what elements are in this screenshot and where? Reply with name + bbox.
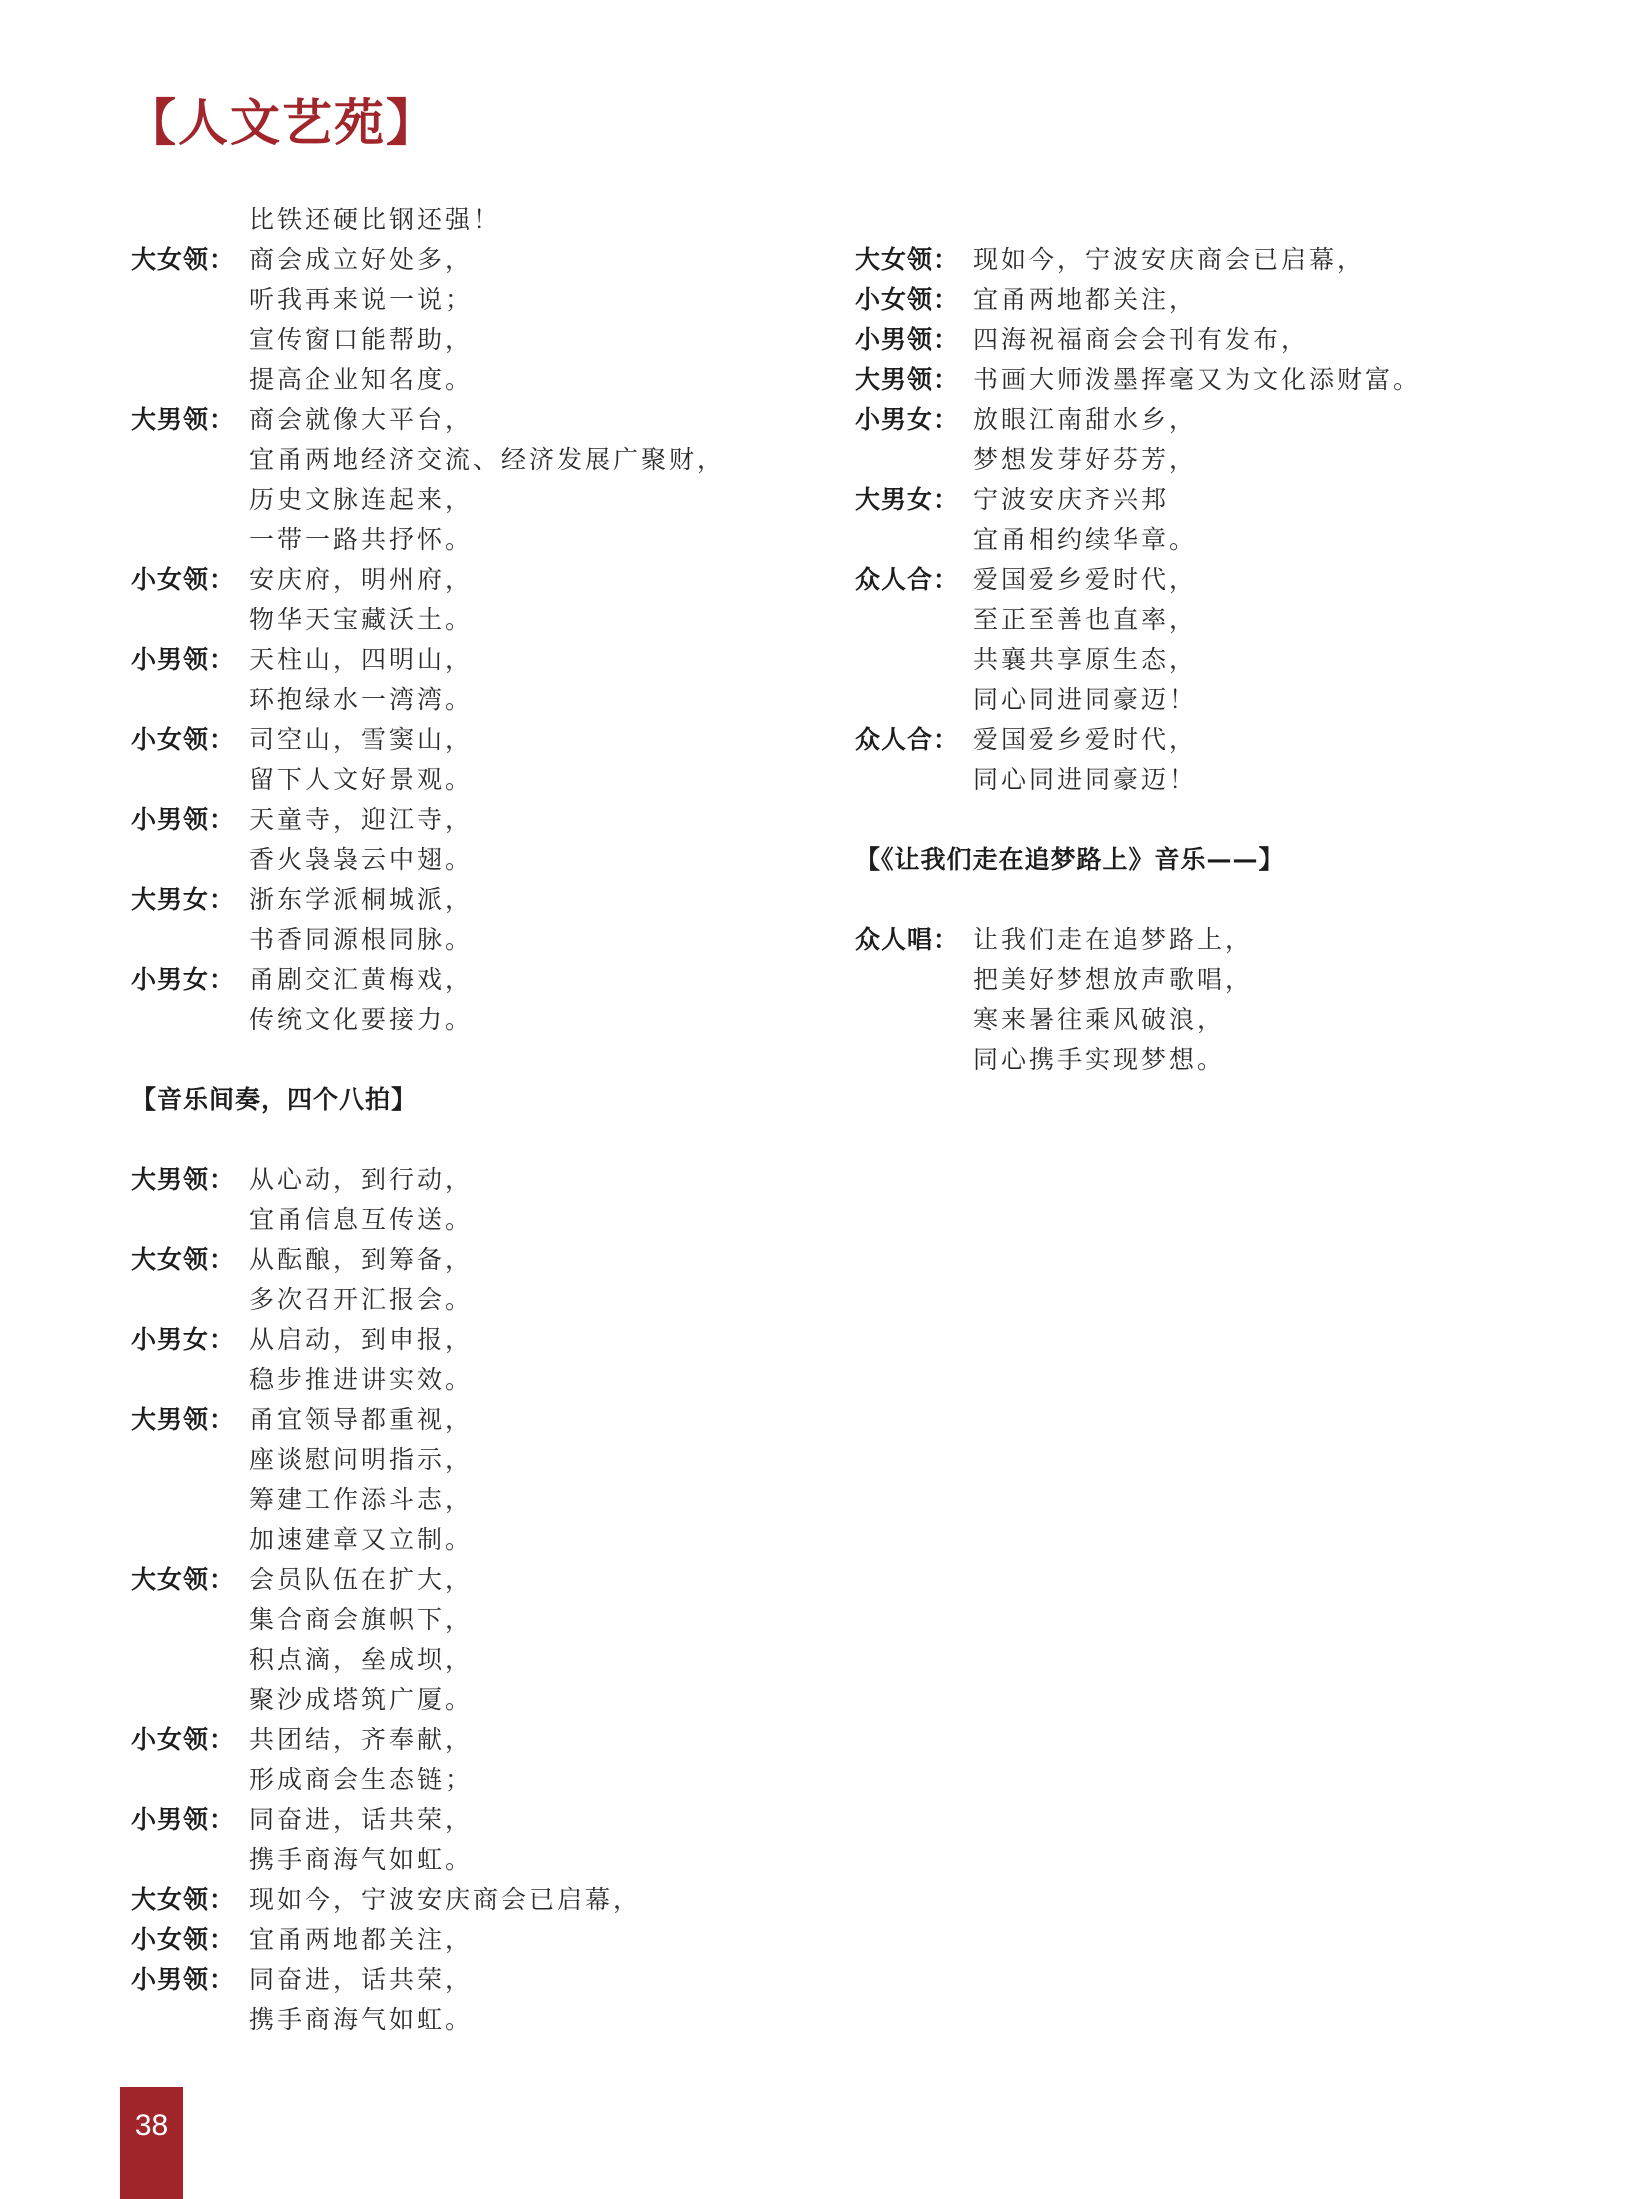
line-text: 放眼江南甜水乡， — [973, 405, 1198, 434]
script-line — [131, 1800, 831, 1840]
speaker-label: 大男领： — [131, 405, 236, 434]
line-text: 集合商会旗帜下， — [249, 1605, 474, 1634]
script-line — [131, 680, 831, 720]
script-line — [855, 640, 1555, 680]
script-line — [131, 1560, 831, 1600]
script-line — [855, 480, 1555, 520]
speaker-label — [131, 1480, 249, 1520]
speaker-label: 小男领： — [131, 805, 236, 834]
speaker-label: 大女领： — [131, 1245, 236, 1274]
line-text: 从心动，到行动， — [249, 1165, 474, 1194]
script-line — [855, 440, 1555, 480]
speaker-label — [131, 920, 249, 960]
script-line — [855, 360, 1555, 400]
line-text: 加速建章又立制。 — [249, 1525, 474, 1554]
line-text: 香火袅袅云中翅。 — [249, 845, 474, 874]
speaker-label — [131, 200, 249, 240]
script-line — [131, 1160, 831, 1200]
stage-direction: 【音乐间奏，四个八拍】 — [131, 1085, 418, 1114]
script-line — [131, 1320, 831, 1360]
line-text: 宜甬两地经济交流、经济发展广聚财， — [249, 445, 726, 474]
speaker-label: 小女领： — [131, 1725, 236, 1754]
line-text: 甬宜领导都重视， — [249, 1405, 474, 1434]
speaker-label: 小男女： — [131, 1325, 236, 1354]
line-text: 稳步推进讲实效。 — [249, 1365, 474, 1394]
line-text: 座谈慰问明指示， — [249, 1445, 474, 1474]
speaker-label: 大男领： — [131, 1165, 236, 1194]
script-line — [131, 1760, 831, 1800]
speaker-label — [131, 760, 249, 800]
speaker-label — [131, 1640, 249, 1680]
line-text: 同奋进，话共荣， — [249, 1805, 474, 1834]
line-text: 商会成立好处多， — [249, 245, 474, 274]
script-line — [131, 360, 831, 400]
line-text: 形成商会生态链； — [249, 1765, 474, 1794]
line-text: 爱国爱乡爱时代， — [973, 565, 1198, 594]
speaker-label: 小女领： — [131, 725, 236, 754]
script-line — [131, 400, 831, 440]
speaker-label — [855, 1000, 973, 1040]
speaker-label: 小男领： — [131, 1965, 236, 1994]
speaker-label — [131, 1280, 249, 1320]
line-text: 聚沙成塔筑广厦。 — [249, 1685, 474, 1714]
speaker-label: 众人合： — [855, 565, 960, 594]
script-line — [131, 1680, 831, 1720]
line-text: 让我们走在追梦路上， — [973, 925, 1254, 954]
line-text: 天柱山，四明山， — [249, 645, 474, 674]
speaker-label: 小女领： — [855, 285, 960, 314]
speaker-label — [131, 1520, 249, 1560]
line-text: 物华天宝藏沃土。 — [249, 605, 474, 634]
line-text: 携手商海气如虹。 — [249, 2005, 474, 2034]
speaker-label — [131, 1760, 249, 1800]
line-text: 从酝酿，到筹备， — [249, 1245, 474, 1274]
script-line — [131, 520, 831, 560]
script-line — [131, 480, 831, 520]
line-text: 安庆府，明州府， — [249, 565, 474, 594]
script-line — [131, 800, 831, 840]
speaker-label — [131, 680, 249, 720]
line-text: 宣传窗口能帮助， — [249, 325, 474, 354]
script-line — [131, 880, 831, 920]
line-text: 同心同进同豪迈！ — [973, 685, 1198, 714]
line-text: 宜甬两地都关注， — [249, 1925, 474, 1954]
left-column — [131, 200, 831, 2040]
script-line — [131, 280, 831, 320]
script-line — [131, 960, 831, 1000]
speaker-label: 小男女： — [131, 965, 236, 994]
speaker-label: 小男女： — [855, 405, 960, 434]
line-text: 至正至善也直率， — [973, 605, 1198, 634]
line-text: 司空山，雪窦山， — [249, 725, 474, 754]
script-line — [131, 760, 831, 800]
script-line — [131, 1360, 831, 1400]
speaker-label: 大女领： — [131, 1885, 236, 1914]
speaker-label: 众人合： — [855, 725, 960, 754]
script-line — [855, 720, 1555, 760]
speaker-label — [131, 1200, 249, 1240]
script-line — [131, 1440, 831, 1480]
script-line — [131, 1520, 831, 1560]
script-line — [131, 240, 831, 280]
line-text: 宜甬信息互传送。 — [249, 1205, 474, 1234]
line-text: 宁波安庆齐兴邦 — [973, 485, 1170, 514]
script-line — [131, 320, 831, 360]
speaker-label: 小男领： — [131, 1805, 236, 1834]
script-line — [855, 920, 1555, 960]
line-text: 宜甬两地都关注， — [973, 285, 1198, 314]
line-text: 现如今，宁波安庆商会已启幕， — [973, 245, 1366, 274]
script-line — [131, 440, 831, 480]
line-text: 梦想发芽好芬芳， — [973, 445, 1198, 474]
script-line — [131, 1600, 831, 1640]
right-column — [855, 240, 1555, 1080]
line-text: 现如今，宁波安庆商会已启幕， — [249, 1885, 642, 1914]
speaker-label: 小男领： — [131, 645, 236, 674]
script-line — [131, 1200, 831, 1240]
speaker-label — [131, 440, 249, 480]
line-text: 四海祝福商会会刊有发布， — [973, 325, 1310, 354]
line-text: 甬剧交汇黄梅戏， — [249, 965, 474, 994]
line-text: 比铁还硬比钢还强！ — [249, 205, 502, 234]
speaker-label — [131, 2000, 249, 2040]
line-text: 共团结，齐奉献， — [249, 1725, 474, 1754]
speaker-label — [131, 320, 249, 360]
line-text: 同心携手实现梦想。 — [973, 1045, 1226, 1074]
script-line — [855, 760, 1555, 800]
line-text: 同奋进，话共荣， — [249, 1965, 474, 1994]
script-line — [855, 520, 1555, 560]
script-line — [855, 400, 1555, 440]
line-text: 书香同源根同脉。 — [249, 925, 474, 954]
script-line — [131, 1480, 831, 1520]
line-text: 传统文化要接力。 — [249, 1005, 474, 1034]
line-text: 商会就像大平台， — [249, 405, 474, 434]
speaker-label — [131, 600, 249, 640]
script-line — [131, 840, 831, 880]
script-line — [855, 960, 1555, 1000]
script-line — [131, 1720, 831, 1760]
line-text: 共襄共享原生态， — [973, 645, 1198, 674]
speaker-label — [131, 480, 249, 520]
script-line — [855, 680, 1555, 720]
line-text: 环抱绿水一湾湾。 — [249, 685, 474, 714]
speaker-label — [855, 1040, 973, 1080]
speaker-label: 小女领： — [131, 1925, 236, 1954]
script-line — [131, 1960, 831, 2000]
line-text: 听我再来说一说； — [249, 285, 474, 314]
script-line — [855, 600, 1555, 640]
line-text: 浙东学派桐城派， — [249, 885, 474, 914]
speaker-label: 大男领： — [131, 1405, 236, 1434]
line-text: 筹建工作添斗志， — [249, 1485, 474, 1514]
speaker-label: 大男女： — [855, 485, 960, 514]
script-line — [855, 240, 1555, 280]
speaker-label — [855, 960, 973, 1000]
script-line — [131, 1240, 831, 1280]
speaker-label: 大女领： — [131, 245, 236, 274]
speaker-label — [131, 1600, 249, 1640]
speaker-label: 大男领： — [855, 365, 960, 394]
script-line — [131, 1400, 831, 1440]
line-text: 历史文脉连起来， — [249, 485, 474, 514]
line-text: 从启动，到申报， — [249, 1325, 474, 1354]
line-text: 多次召开汇报会。 — [249, 1285, 474, 1314]
script-line — [131, 920, 831, 960]
stage-direction: 【《让我们走在追梦路上》音乐——】 — [855, 845, 1285, 874]
script-line — [855, 1000, 1555, 1040]
line-text: 提高企业知名度。 — [249, 365, 474, 394]
line-text: 留下人文好景观。 — [249, 765, 474, 794]
line-text: 会员队伍在扩大， — [249, 1565, 474, 1594]
speaker-label: 小男领： — [855, 325, 960, 354]
speaker-label — [131, 1680, 249, 1720]
page-number: 38 — [134, 2109, 169, 2142]
speaker-label — [855, 640, 973, 680]
script-line — [131, 600, 831, 640]
script-line — [131, 1880, 831, 1920]
line-text: 同心同进同豪迈！ — [973, 765, 1198, 794]
speaker-label — [131, 840, 249, 880]
speaker-label: 大女领： — [131, 1565, 236, 1594]
script-line — [131, 560, 831, 600]
line-text: 爱国爱乡爱时代， — [973, 725, 1198, 754]
script-line — [855, 560, 1555, 600]
page-number-tab — [120, 2087, 183, 2199]
speaker-label — [855, 760, 973, 800]
line-text: 宜甬相约续华章。 — [973, 525, 1198, 554]
script-line — [131, 1280, 831, 1320]
line-text: 一带一路共抒怀。 — [249, 525, 474, 554]
script-line — [131, 1640, 831, 1680]
speaker-label — [131, 1840, 249, 1880]
line-text: 书画大师泼墨挥毫又为文化添财富。 — [973, 365, 1422, 394]
script-line — [131, 2000, 831, 2040]
line-text: 携手商海气如虹。 — [249, 1845, 474, 1874]
speaker-label — [855, 680, 973, 720]
speaker-label: 大女领： — [855, 245, 960, 274]
speaker-label — [131, 360, 249, 400]
line-text: 寒来暑往乘风破浪， — [973, 1005, 1226, 1034]
speaker-label — [131, 1360, 249, 1400]
line-text: 天童寺，迎江寺， — [249, 805, 474, 834]
speaker-label — [855, 520, 973, 560]
speaker-label: 大男女： — [131, 885, 236, 914]
speaker-label — [855, 440, 973, 480]
script-line — [855, 320, 1555, 360]
speaker-label — [855, 600, 973, 640]
script-line — [855, 1040, 1555, 1080]
script-line — [131, 640, 831, 680]
speaker-label — [131, 520, 249, 560]
speaker-label — [131, 1000, 249, 1040]
script-line — [855, 280, 1555, 320]
speaker-label: 众人唱： — [855, 925, 960, 954]
section-title: 【人文艺苑】 — [126, 94, 438, 152]
script-line — [131, 1000, 831, 1040]
speaker-label — [131, 1440, 249, 1480]
script-line — [131, 200, 831, 240]
speaker-label — [131, 280, 249, 320]
speaker-label: 小女领： — [131, 565, 236, 594]
script-line — [131, 720, 831, 760]
script-line — [131, 1840, 831, 1880]
line-text: 把美好梦想放声歌唱， — [973, 965, 1254, 994]
line-text: 积点滴，垒成坝， — [249, 1645, 474, 1674]
script-line — [131, 1920, 831, 1960]
